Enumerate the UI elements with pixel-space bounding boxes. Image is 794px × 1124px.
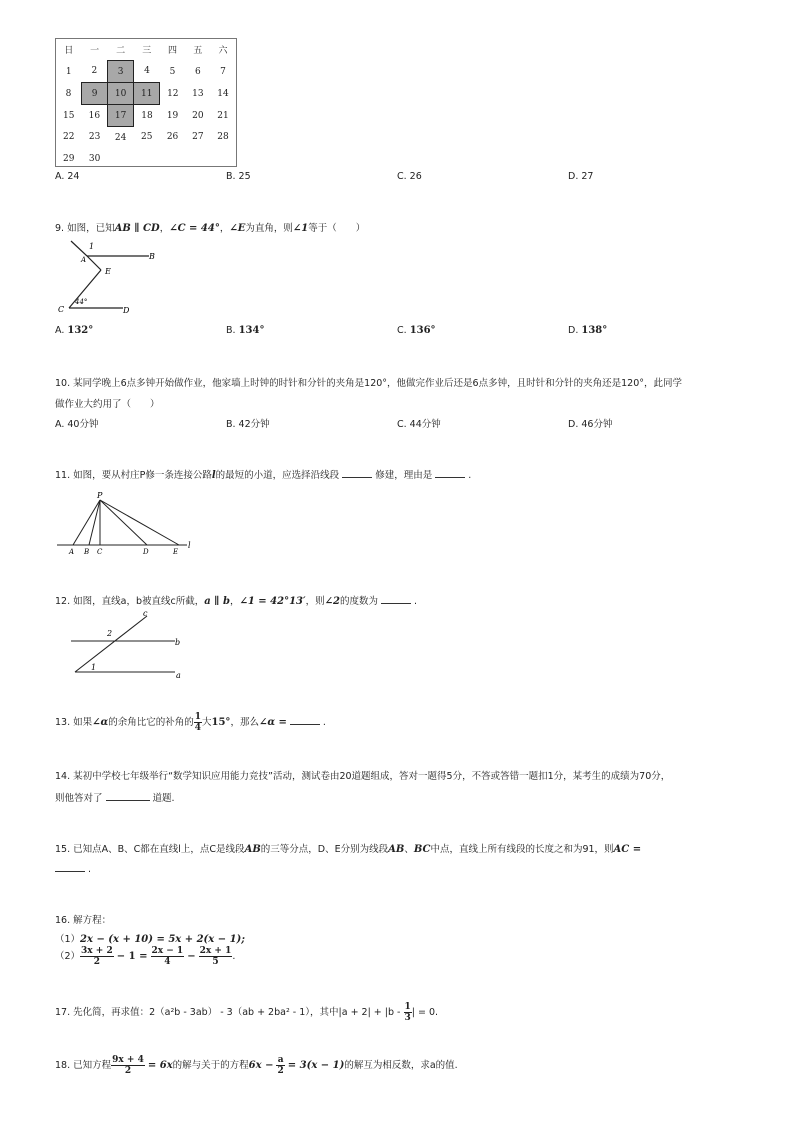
q11-label-p: P bbox=[97, 491, 103, 500]
calendar-day-cell bbox=[134, 148, 160, 169]
q11-line-pb bbox=[89, 500, 100, 545]
calendar-day-cell: 20 bbox=[192, 110, 204, 121]
q9-line-ae bbox=[87, 256, 101, 270]
q17-question: 17. 先化简，再求值：2（a²b - 3ab） - 3（ab + 2ba² - 1），其中|a + 2| + |b - $\frac{1}{3}$ | = 0. bbox=[55, 1002, 439, 1023]
q16-fraction-2: $\frac{2x - 1}{4}$ bbox=[151, 946, 184, 967]
q9-question: 9. 如图，已知AB ∥ CD，∠C = 44°，∠E为直角，则∠1等于（ ） bbox=[55, 223, 366, 234]
calendar-day-cell: 24 bbox=[114, 132, 127, 143]
q14-line-1: 14. 某初中学校七年级举行“数学知识应用能力竞技”活动，测试卷由20道题组成，答对一题得5分，不答或答错一题扣1分，某考生的成绩为70分， bbox=[55, 771, 671, 782]
q11-question: 11. 如图，要从村庄P修一条连接公路l的最短的小道，应选择沿线段 修建，理由是 . bbox=[55, 470, 472, 481]
q15-line-2: . bbox=[55, 863, 91, 875]
q9-option-a: A. 132° bbox=[55, 325, 94, 336]
q18-question: 18. 已知方程 $\frac{9x + 4}{2}$ = 6x的解与关于的方程6x − $\frac{a}{2}$ = 3(x − 1)的解互为相反数，求a的值. bbox=[55, 1055, 458, 1076]
calendar-day-cell: 15 bbox=[63, 110, 75, 121]
calendar-day-cell bbox=[210, 148, 235, 169]
q14-blank[interactable] bbox=[106, 792, 150, 801]
calendar-header-cell: 二 bbox=[116, 46, 126, 56]
q10-option-b: B. 42分钟 bbox=[226, 419, 270, 430]
calendar-day-cell bbox=[108, 148, 134, 169]
calendar-day-cell: 21 bbox=[217, 110, 229, 121]
q12-line-c bbox=[75, 616, 147, 672]
calendar-day-cell bbox=[160, 148, 186, 169]
calendar-day-cell: 9 bbox=[82, 83, 108, 105]
calendar-day-cell: 30 bbox=[88, 153, 101, 164]
calendar-header-cell: 一 bbox=[90, 46, 100, 57]
calendar-day-cell: 5 bbox=[169, 66, 176, 77]
calendar-day-cell: 8 bbox=[65, 88, 72, 99]
q11-blank-segment[interactable] bbox=[342, 469, 372, 478]
calendar-day-cell: 13 bbox=[192, 88, 204, 99]
calendar-day-cell: 2 bbox=[91, 66, 98, 77]
calendar-day-cell: 27 bbox=[192, 132, 204, 143]
calendar-header-cell: 六 bbox=[218, 46, 228, 57]
q18-fraction-2: $\frac{a}{2}$ bbox=[277, 1055, 284, 1076]
q9-label-c: C bbox=[58, 305, 65, 314]
q12-figure bbox=[55, 606, 190, 680]
calendar-day-cell: 3 bbox=[108, 61, 134, 83]
calendar-day-cell: 22 bbox=[63, 132, 75, 143]
q13-question: 13. 如果∠α的余角比它的补角的 $\frac{1}{4}$ 大15°，那么∠α = . bbox=[55, 712, 326, 733]
q9-label-d: D bbox=[123, 306, 130, 315]
calendar-header-row bbox=[56, 39, 236, 61]
calendar-day-cell: 25 bbox=[140, 132, 153, 143]
calendar-day-cell: 11 bbox=[134, 83, 160, 105]
q11-line-pa bbox=[73, 500, 100, 545]
q12-label-1: 1 bbox=[91, 663, 97, 672]
calendar-day-cell: 29 bbox=[63, 153, 75, 164]
q8-option-b: B. 25 bbox=[226, 171, 251, 182]
calendar-day-cell: 6 bbox=[195, 66, 201, 77]
q9-option-d: D. 138° bbox=[568, 325, 608, 336]
q11-label-c: C bbox=[97, 548, 103, 556]
q12-question: 12. 如图，直线a，b被直线c所截，a ∥ b，∠1 = 42°13′，则∠2的度数为 . bbox=[55, 596, 418, 607]
q16-title: 16. 解方程： bbox=[55, 915, 112, 926]
calendar-row bbox=[56, 61, 236, 83]
q14-line-2: 则他答对了 道题. bbox=[55, 793, 175, 804]
q8-option-c: C. 26 bbox=[397, 171, 422, 182]
q11-label-l: l bbox=[188, 541, 191, 550]
q9-figure bbox=[55, 236, 165, 320]
q11-label-d: D bbox=[143, 548, 149, 556]
calendar-day-cell: 14 bbox=[217, 88, 229, 99]
calendar-day-cell: 16 bbox=[88, 110, 101, 121]
q17-fraction: $\frac{1}{3}$ bbox=[404, 1002, 411, 1023]
q16-fraction-1: $\frac{3x + 2}{2}$ bbox=[81, 946, 113, 967]
q16-fraction-3: $\frac{2x + 1}{5}$ bbox=[199, 946, 232, 967]
calendar-day-cell: 19 bbox=[166, 110, 179, 121]
calendar-day-cell: 1 bbox=[65, 66, 72, 77]
calendar-day-cell: 4 bbox=[144, 66, 150, 77]
calendar-row bbox=[56, 148, 236, 169]
q10-option-d: D. 46分钟 bbox=[568, 419, 613, 430]
q12-blank[interactable] bbox=[381, 595, 411, 604]
q9-label-b: B bbox=[149, 252, 155, 261]
calendar-day-cell: 28 bbox=[217, 132, 229, 143]
calendar-table bbox=[56, 39, 236, 169]
q9-label-a: A bbox=[81, 256, 87, 264]
q16-part-1: （1）2x − (x + 10) = 5x + 2(x − 1); bbox=[55, 934, 245, 945]
calendar-day-cell: 26 bbox=[166, 132, 179, 143]
q12-label-a: a bbox=[176, 671, 181, 680]
calendar-day-cell: 23 bbox=[88, 132, 101, 143]
q9-option-c: C. 136° bbox=[397, 325, 436, 336]
calendar-header-cell: 日 bbox=[64, 46, 74, 57]
q11-label-a: A bbox=[69, 548, 75, 556]
calendar-day-cell: 10 bbox=[108, 83, 134, 105]
q15-blank[interactable] bbox=[55, 863, 85, 872]
q9-line-1 bbox=[71, 241, 87, 256]
calendar-day-cell: 17 bbox=[108, 105, 134, 127]
q16-part-2: （2） $\frac{3x + 2}{2}$ − 1 = $\frac{2x - 1}{4}$ − $\frac{2x + 1}{5}$ . bbox=[55, 946, 236, 967]
q11-figure bbox=[55, 490, 195, 556]
q8-option-a: A. 24 bbox=[55, 171, 80, 182]
calendar-header-cell: 五 bbox=[193, 46, 203, 57]
q11-blank-reason[interactable] bbox=[435, 469, 465, 478]
calendar-header-cell: 三 bbox=[142, 46, 152, 57]
q12-label-b: b bbox=[175, 638, 181, 647]
q9-label-1: 1 bbox=[89, 242, 95, 251]
q10-line-1: 10. 某同学晚上6点多钟开始做作业，他家墙上时钟的时针和分针的夹角是120°，他做完作业后还是6点多钟，且时针和分针的夹角还是120°，此同学 bbox=[55, 378, 682, 389]
q13-blank[interactable] bbox=[290, 716, 320, 725]
q13-fraction: $\frac{1}{4}$ bbox=[194, 712, 201, 733]
calendar-day-cell: 7 bbox=[220, 66, 226, 77]
q12-label-2: 2 bbox=[107, 629, 113, 638]
calendar-day-cell: 18 bbox=[141, 110, 153, 121]
calendar-day-cell: 12 bbox=[167, 88, 179, 99]
q15-line-1: 15. 已知点A、B、C都在直线l上，点C是线段AB的三等分点，D、E分别为线段AB、BC中点，直线上所有线段的长度之和为91，则AC = bbox=[55, 844, 642, 855]
q10-option-c: C. 44分钟 bbox=[397, 419, 441, 430]
q12-label-c: c bbox=[143, 609, 148, 618]
q18-fraction-1: $\frac{9x + 4}{2}$ bbox=[112, 1055, 144, 1076]
q9-label-44: 44° bbox=[75, 298, 88, 306]
calendar-figure bbox=[55, 38, 237, 167]
q10-option-a: A. 40分钟 bbox=[55, 419, 99, 430]
q8-option-d: D. 27 bbox=[568, 171, 594, 182]
q11-label-e: E bbox=[173, 548, 179, 556]
calendar-row bbox=[56, 83, 236, 105]
calendar-row bbox=[56, 127, 236, 149]
calendar-day-cell bbox=[185, 148, 210, 169]
q9-option-b: B. 134° bbox=[226, 325, 265, 336]
calendar-header-cell: 四 bbox=[168, 46, 178, 57]
q11-label-b: B bbox=[84, 548, 90, 556]
calendar-row bbox=[56, 105, 236, 127]
q9-label-e: E bbox=[105, 267, 111, 276]
q10-line-2: 做作业大约用了（ ） bbox=[55, 399, 160, 410]
